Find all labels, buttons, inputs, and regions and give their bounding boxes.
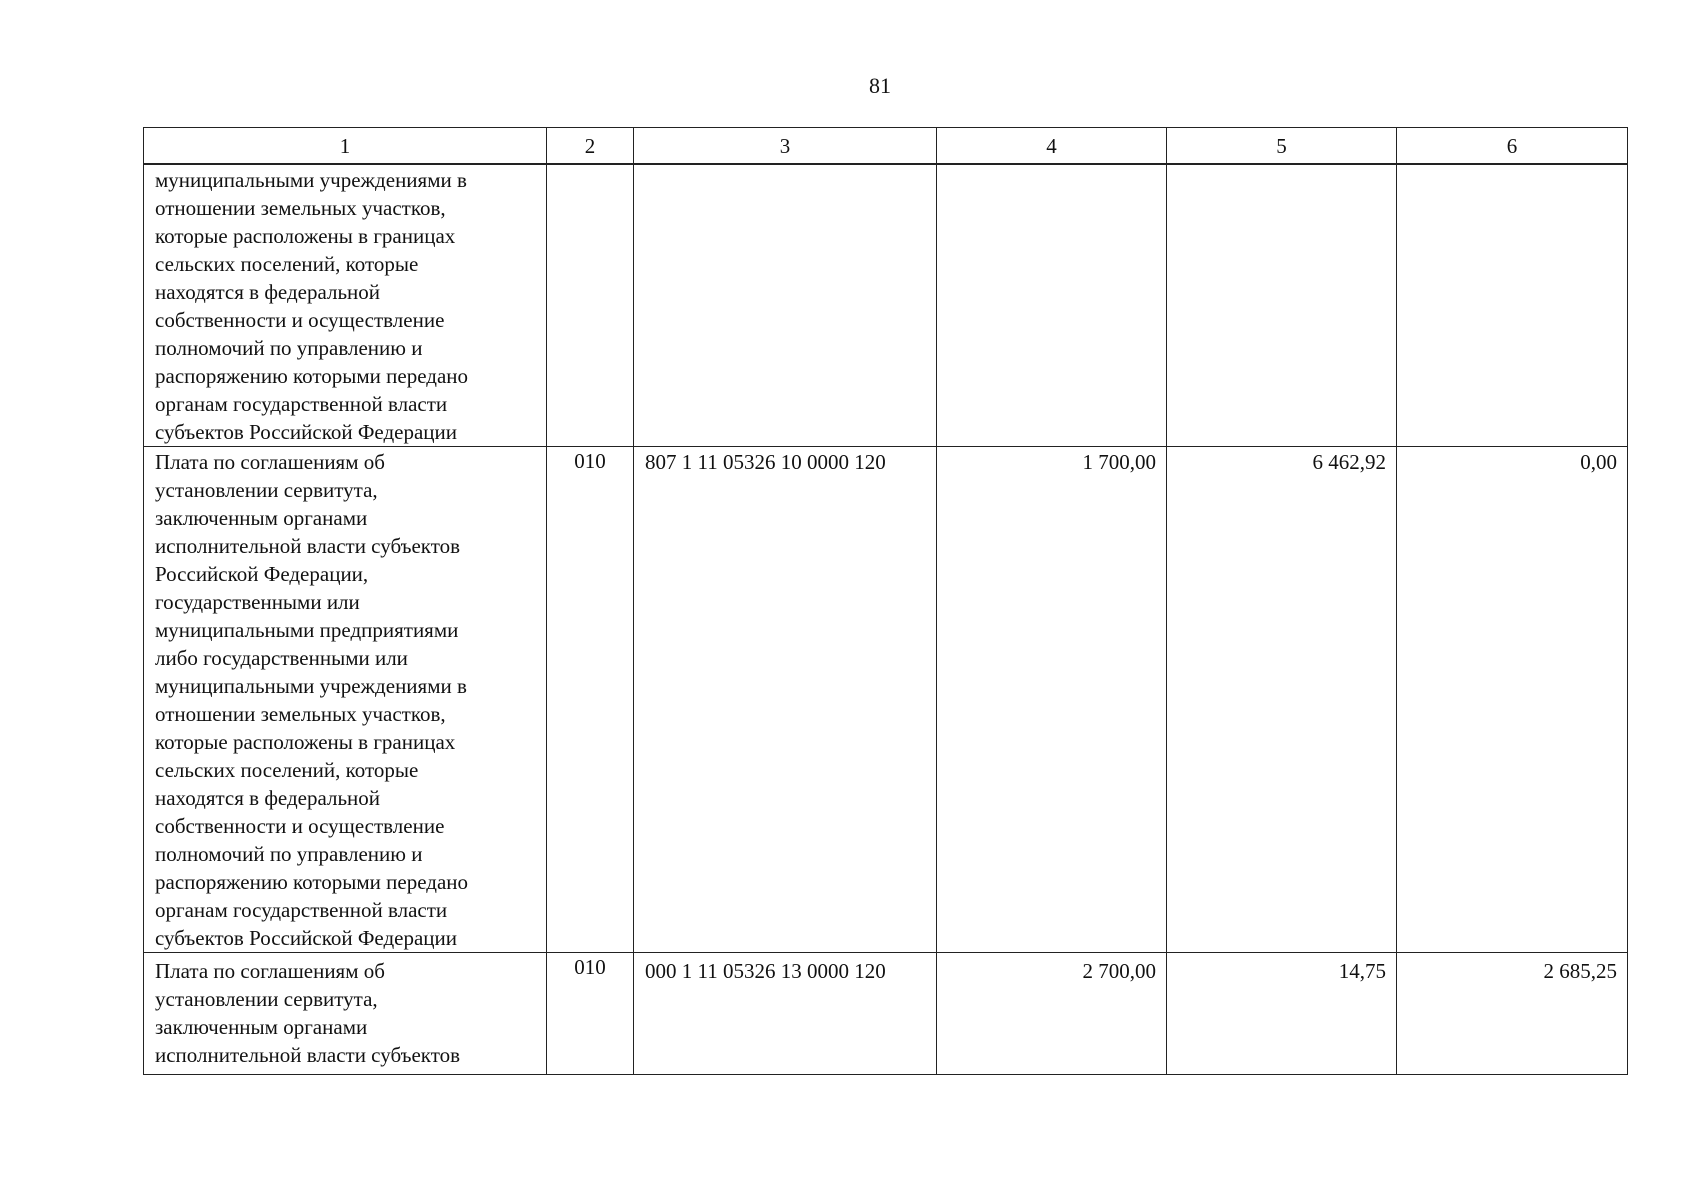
row-col4-value	[937, 164, 1167, 447]
row-description: муниципальными учреждениями в отношении земельных участков, которые расположены в границах сельских поселений, которые находятся в федеральной собственности и осуществление полномочий по управлению и распоряжению которыми передано органам государственной власти субъектов Российской Федерации	[144, 164, 547, 447]
column-header: 1	[144, 128, 547, 165]
row-col6-value: 2 685,25	[1397, 953, 1628, 1075]
table-row	[144, 164, 1628, 447]
page-number: 81	[869, 73, 891, 98]
row-description: Плата по соглашениям об установлении сервитута, заключенным органами исполнительной власти субъектов	[144, 953, 547, 1075]
row-col5-value	[1167, 164, 1397, 447]
row-code: 010	[547, 447, 634, 953]
table-row	[144, 953, 1628, 1075]
row-kbk: 000 1 11 05326 13 0000 120	[634, 953, 937, 1075]
column-header: 6	[1397, 128, 1628, 165]
column-header: 5	[1167, 128, 1397, 165]
report-table	[143, 127, 1628, 1075]
row-col4-value: 2 700,00	[937, 953, 1167, 1075]
column-header: 2	[547, 128, 634, 165]
table-row	[144, 447, 1628, 953]
row-code	[547, 164, 634, 447]
row-kbk	[634, 164, 937, 447]
row-col6-value	[1397, 164, 1628, 447]
row-col5-value: 6 462,92	[1167, 447, 1397, 953]
row-col4-value: 1 700,00	[937, 447, 1167, 953]
row-kbk: 807 1 11 05326 10 0000 120	[634, 447, 937, 953]
row-description: Плата по соглашениям об установлении сервитута, заключенным органами исполнительной власти субъектов Российской Федерации, государственными или муниципальными предприятиями либо государственными или муниципальными учреждениями в отношении земельных участков, которые расположены в границах сельских поселений, которые находятся в федеральной собственности и осуществление полномочий по управлению и распоряжению которыми передано органам государственной власти субъектов Российской Федерации	[144, 447, 547, 953]
column-header: 3	[634, 128, 937, 165]
row-col5-value: 14,75	[1167, 953, 1397, 1075]
column-header: 4	[937, 128, 1167, 165]
table-header-row	[144, 128, 1628, 165]
row-col6-value: 0,00	[1397, 447, 1628, 953]
row-code: 010	[547, 953, 634, 1075]
